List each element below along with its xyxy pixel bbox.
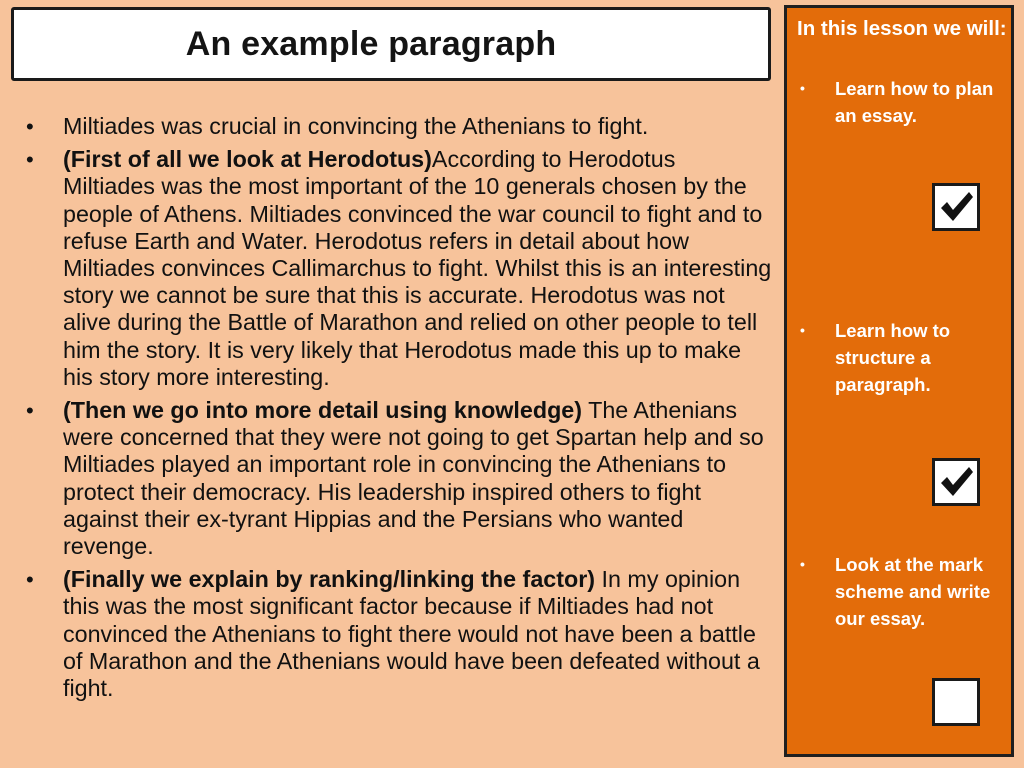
objective-item [797,551,1007,632]
paragraph-list [24,113,772,708]
objective-checkbox-unchecked[interactable] [932,678,980,726]
objective-label: Learn how to structure a paragraph. [835,320,951,395]
bullet-icon: • [26,147,34,173]
objective-item [797,317,1007,398]
bullet-icon: • [26,567,34,593]
item-heading: (First of all we look at Herodotus) [63,146,432,173]
bullet-icon: • [800,80,805,96]
bullet-icon: • [26,398,34,424]
objective-checkbox-checked[interactable] [932,183,980,231]
list-item [24,146,772,391]
checkmark-icon [937,188,975,226]
lesson-objectives-panel [784,5,1014,757]
checkmark-icon [937,463,975,501]
item-text: Miltiades was crucial in convincing the Athenians to fight. [63,113,649,139]
item-text: The Athenians were concerned that they were not going to get Spartan help and so Miltiades played an important role in convincing the Athenians to protect their democracy. His leadership inspired others to fight against their ex-tyrant Hippias and the Persians who wanted revenge. [63,397,764,560]
objective-label: Learn how to plan an essay. [835,78,994,126]
objectives-intro: In this lesson we will: [797,17,1007,40]
list-item [24,113,772,140]
bullet-icon: • [800,556,805,572]
item-text: In my opinion this was the most significant factor because if Miltiades had not convinced the Athenians to fight there would not have been a battle of Marathon and the Athenians would have been defeated without a fight. [63,566,760,702]
bullet-icon: • [800,322,805,338]
item-text: According to Herodotus Miltiades was the most important of the 10 generals chosen by the people of Athens. Miltiades convinced the war council to fight and to refuse Earth and Water. Herodotus refers in detail about how Miltiades convinces Callimarchus to fight. Whilst this is an interesting story we cannot be sure that this is accurate. Herodotus was not alive during the Battle of Marathon and relied on other people to tell him the story. It is very likely that Herodotus made this up to make his story more interesting. [63,146,772,390]
item-heading: (Then we go into more detail using knowledge) [63,397,583,424]
objective-label: Look at the mark scheme and write our essay. [835,554,991,629]
objective-item [797,75,1007,129]
page-title: An example paragraph [185,24,557,63]
bullet-icon: • [26,114,34,139]
objective-checkbox-checked[interactable] [932,458,980,506]
list-item [24,397,772,560]
item-heading: (Finally we explain by ranking/linking the factor) [63,566,596,593]
list-item [24,566,772,702]
title-box [11,7,771,81]
